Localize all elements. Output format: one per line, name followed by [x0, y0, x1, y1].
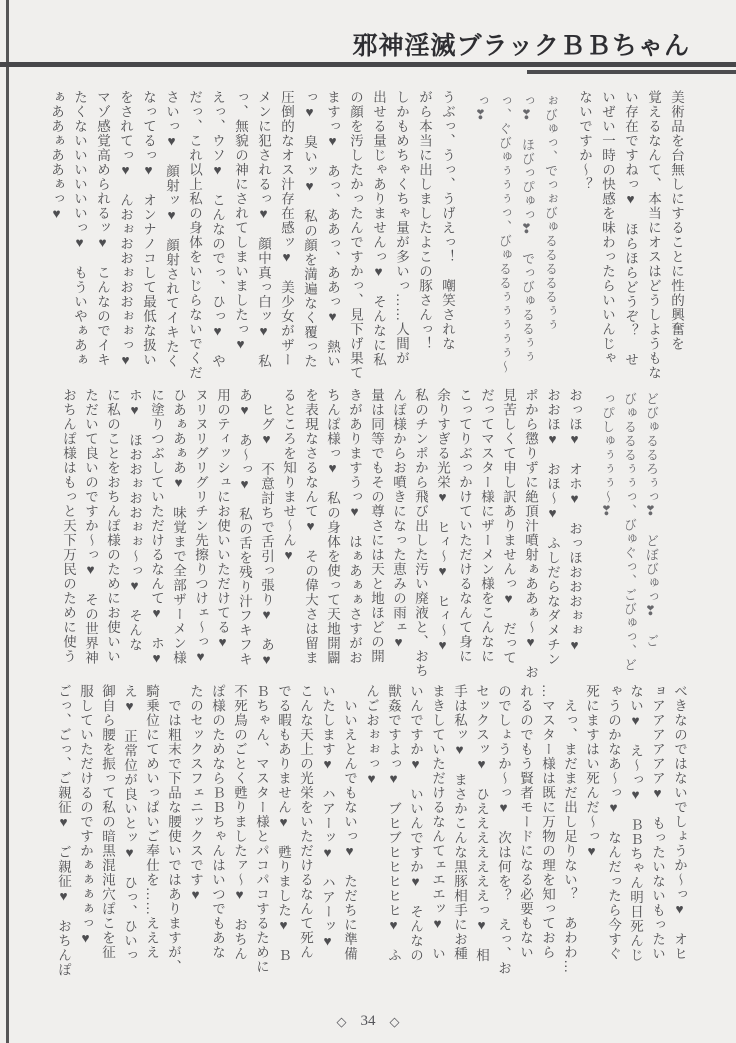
text-column: 覚えるなんて、本当にオスはどうしようもな	[646, 90, 661, 380]
text-column: ただいて良いのですか～っ♥ その世界神	[83, 388, 98, 665]
diamond-icon: ◇	[389, 1013, 400, 1029]
text-column: 圧倒的なオス汁存在感ッ♥ 美少女がザー	[279, 90, 294, 367]
text-column: をされてっ♥ んおぉおおぉおおぉぉっ♥	[118, 90, 133, 369]
text-column: 量は同等でもその尊さには天と地ほどの開	[369, 388, 384, 664]
text-column: 出せる量じゃありませんっ♥ そんなに私	[371, 90, 386, 367]
text-column: ひあぁあぁあ♥ 味覚まで全部ザーメン様	[171, 388, 186, 665]
text-column: セックスッ♥ ひえええええええっ♥ 相	[474, 684, 489, 963]
dialogue-block	[573, 90, 688, 392]
text-column: おっほ♥ オホ♥ おっほおおおぉぉ♥	[567, 388, 582, 654]
sfx-block	[596, 388, 662, 690]
text-column: えっ、まだまだ出し足りない？ あわわ…	[562, 684, 577, 974]
text-column: れるのでもう賢者モードになる必要もない	[518, 684, 533, 960]
text-column: ぽ様のためならＢＢちゃんはいつでもあな	[210, 684, 225, 960]
text-column: いたします♥ ハアーッ♥ ハアーッ♥	[320, 684, 335, 950]
text-column: に塗りつぶしていただけるなんて♥ ホ♥	[149, 388, 164, 667]
text-column: 私のチンポから飛び出した汚い廃液と、おち	[413, 388, 428, 678]
text-column: こってりぶっかけていただけるなんて身に	[457, 388, 472, 664]
text-column: ちんぽ様っ♥ 私の身体を使って天地開闢	[325, 388, 340, 665]
text-column: えっ、ウソ♥ こんなのでっ、ひっ♥ や	[210, 90, 225, 369]
text-column: 美術品を台無しにすることに性的興奮を	[669, 90, 684, 351]
text-column: …マスター様は既に万物の理を知っておら	[540, 684, 555, 960]
diamond-icon: ◇	[336, 1013, 347, 1029]
text-column: ないですか～？	[577, 90, 592, 192]
text-band-3	[52, 684, 690, 986]
text-column: え♥ 正常位が良いとッ♥ ひっ、ひいっ	[122, 684, 137, 963]
text-column: ぉびゅっ、でっぉびゅるるるるるぅぅ	[543, 94, 558, 332]
text-column: ョアアアアアア♥ もったいないもったい	[650, 684, 665, 961]
text-column: ごっ、ごっ、ご親征♥ ご親征♥ おちんぽ	[56, 684, 71, 977]
dialogue-block	[57, 388, 585, 690]
text-band-2	[57, 388, 662, 690]
text-column: さいっ♥ 顔射ッ♥ 顔射されてイキたく	[164, 90, 179, 369]
text-column: に私のことをおちんぽ様のためにお使いい	[105, 388, 120, 664]
text-column: でる暇もありません♥ 甦りました♥ Ｂ	[276, 684, 291, 963]
text-column: おちんぽ様はもっと天下万民のために使う	[61, 388, 76, 664]
text-column: メンに犯されるっ♥ 顔中真っ白ッ♥ 私	[256, 90, 271, 369]
text-band-1	[45, 90, 688, 392]
text-column: では粗末で下品な腰使いではありますが、	[166, 684, 181, 974]
dialogue-block	[52, 684, 690, 986]
text-column: きがありますうっ♥ はぁあぁぁさすがお	[347, 388, 362, 665]
text-column: ヒグ♥ 不意討ちで舌引っ張り♥ あ♥	[259, 388, 274, 668]
text-column: るところを知りませ～ん♥	[281, 388, 296, 564]
text-column: の顔を汚したかったんですかっ、見下げ果て	[348, 90, 363, 380]
sfx-block	[470, 90, 562, 392]
text-column: っ❣ ほびっぴゅっ❣ でっびゅるるぅぅ	[520, 94, 535, 364]
text-column: いいえとんでもないっ♥ ただちに準備	[342, 684, 357, 961]
text-column: を表現なさるなんて♥ その偉大さは留ま	[303, 388, 318, 665]
text-column: あ♥ あ～っ♥ 私の舌を残り汁フキフキ	[237, 388, 252, 667]
dialogue-block	[45, 90, 459, 392]
text-column: ヌリヌリグリグリチン先擦りつけェ～っ♥	[193, 388, 208, 665]
text-column: っ❣	[474, 94, 489, 124]
text-column: マゾ感覚高められるッ♥ こんなのでイキ	[95, 90, 110, 367]
text-column: い存在ですねっ♥ ほらほらどうぞ？ せ	[623, 90, 638, 367]
text-column: 御自ら腰を振って私の暗黒混沌穴ぽこを征	[100, 684, 115, 960]
title-rule-secondary	[527, 70, 736, 74]
text-column: だってマスター様にザーメン様をこんなに	[479, 388, 494, 664]
text-column: しかもめちゃくちゃ量が多いっ……人間が	[394, 90, 409, 366]
text-column: なってるっ♥ オンナノコして最低な扱い	[141, 90, 156, 367]
text-column: がら本当に出しましたよこの豚さんっ！	[417, 90, 432, 351]
page-number: 34	[360, 1013, 376, 1029]
text-column: おおほ♥ おほ～♥ ふしだらなダメチン	[545, 388, 560, 667]
text-column: んごおぉぉっ♥	[364, 684, 379, 787]
text-column: こんな天上の光栄をいただけるなんて死ん	[298, 684, 313, 960]
text-column: いぜい一時の快感を味わったらいいんじゃ	[600, 90, 615, 366]
text-column: ホ♥ ほおおぉおおぉぉ～っ♥ そんな	[127, 388, 142, 652]
text-column: ぁああぁああぁっ♥	[49, 90, 64, 222]
text-column: っ、無貌の神にされてしまいましたっ♥	[233, 90, 248, 353]
text-column: 服していただけるのですかぁぁぁぁっ♥	[78, 684, 93, 947]
text-column: たのセックスフェニックスです♥	[188, 684, 203, 903]
text-column: ポから懲りずに絶頂汁噴射ぁああぁ～♥ お	[523, 388, 538, 680]
title-rule	[0, 62, 736, 67]
text-column: 用のティッシュにお使いいただけてる♥	[215, 388, 230, 651]
text-column: うぶっ、うっ、うげえっ！ 嘲笑されな	[440, 90, 455, 351]
text-column: まきしていただけるなんてェエエッ♥ い	[430, 684, 445, 961]
page-footer	[0, 1013, 736, 1030]
text-column: ない♥ え～っ♥ ＢＢちゃん明日死んじ	[628, 684, 643, 963]
text-column: いんですか♥ いいんですか♥ そんなの	[408, 684, 423, 963]
text-column: だっ、これ以上私の身体をいじらないでくだ	[187, 90, 202, 380]
text-column: っぴしゅぅぅぅ～❣	[600, 392, 615, 520]
text-column: たくないいいいいいっ♥ もういやぁあぁ	[72, 90, 87, 367]
text-column: 不死鳥のごとく甦りましたァ～♥ おちん	[232, 684, 247, 961]
text-column: んぽ様からお噴きになった恵みの雨ェ♥	[391, 388, 406, 651]
text-column: 手は私ッ♥ まさかこんな黒豚相手にお種	[452, 684, 467, 961]
text-column: Ｂちゃん、マスター様とパコパコするために	[254, 684, 269, 974]
text-column: どびゅるるろぅっ❣ どぼびゅっ❣ ご	[644, 392, 659, 648]
text-column: っ、ぐびゅぅぅぅっ、びゅるるぅぅぅぅぅ～	[497, 94, 512, 374]
text-column: 余りすぎる光栄♥ ヒィ～♥ ヒィ～♥	[435, 388, 450, 654]
text-column: 騎乗位にてめいっぱいご奉仕を……えええ	[144, 684, 159, 960]
text-column: ゃうのかなあ～っ♥ なんだったら今すぐ	[606, 684, 621, 961]
text-column: 獣姦ですよっ♥ ブヒブヒヒヒヒヒ♥ ふ	[386, 684, 401, 963]
page-title: 邪神淫滅ブラックＢＢちゃん	[352, 33, 690, 60]
scan-edge-line	[6, 0, 9, 1043]
text-column: べきなのではないでしょうか～っ♥ オヒ	[672, 684, 687, 961]
text-column: っ♥ 臭いッ♥ 私の顔を満遍なく覆った	[302, 90, 317, 369]
text-column: のでしょうか～っ♥ 次は何を？ えっ、お	[496, 684, 511, 976]
text-column: 見苦しくて申し訳ありませんっ♥ だって	[501, 388, 516, 665]
text-column: 死にますはい死んだ～っ♥	[584, 684, 599, 860]
text-column: びゅるるるぅぅっ、びゅぐっ、ごびゅっ、ど	[622, 392, 637, 672]
text-column: ますっ♥ あっ、ああっ、ああっ♥ 熱い	[325, 90, 340, 369]
